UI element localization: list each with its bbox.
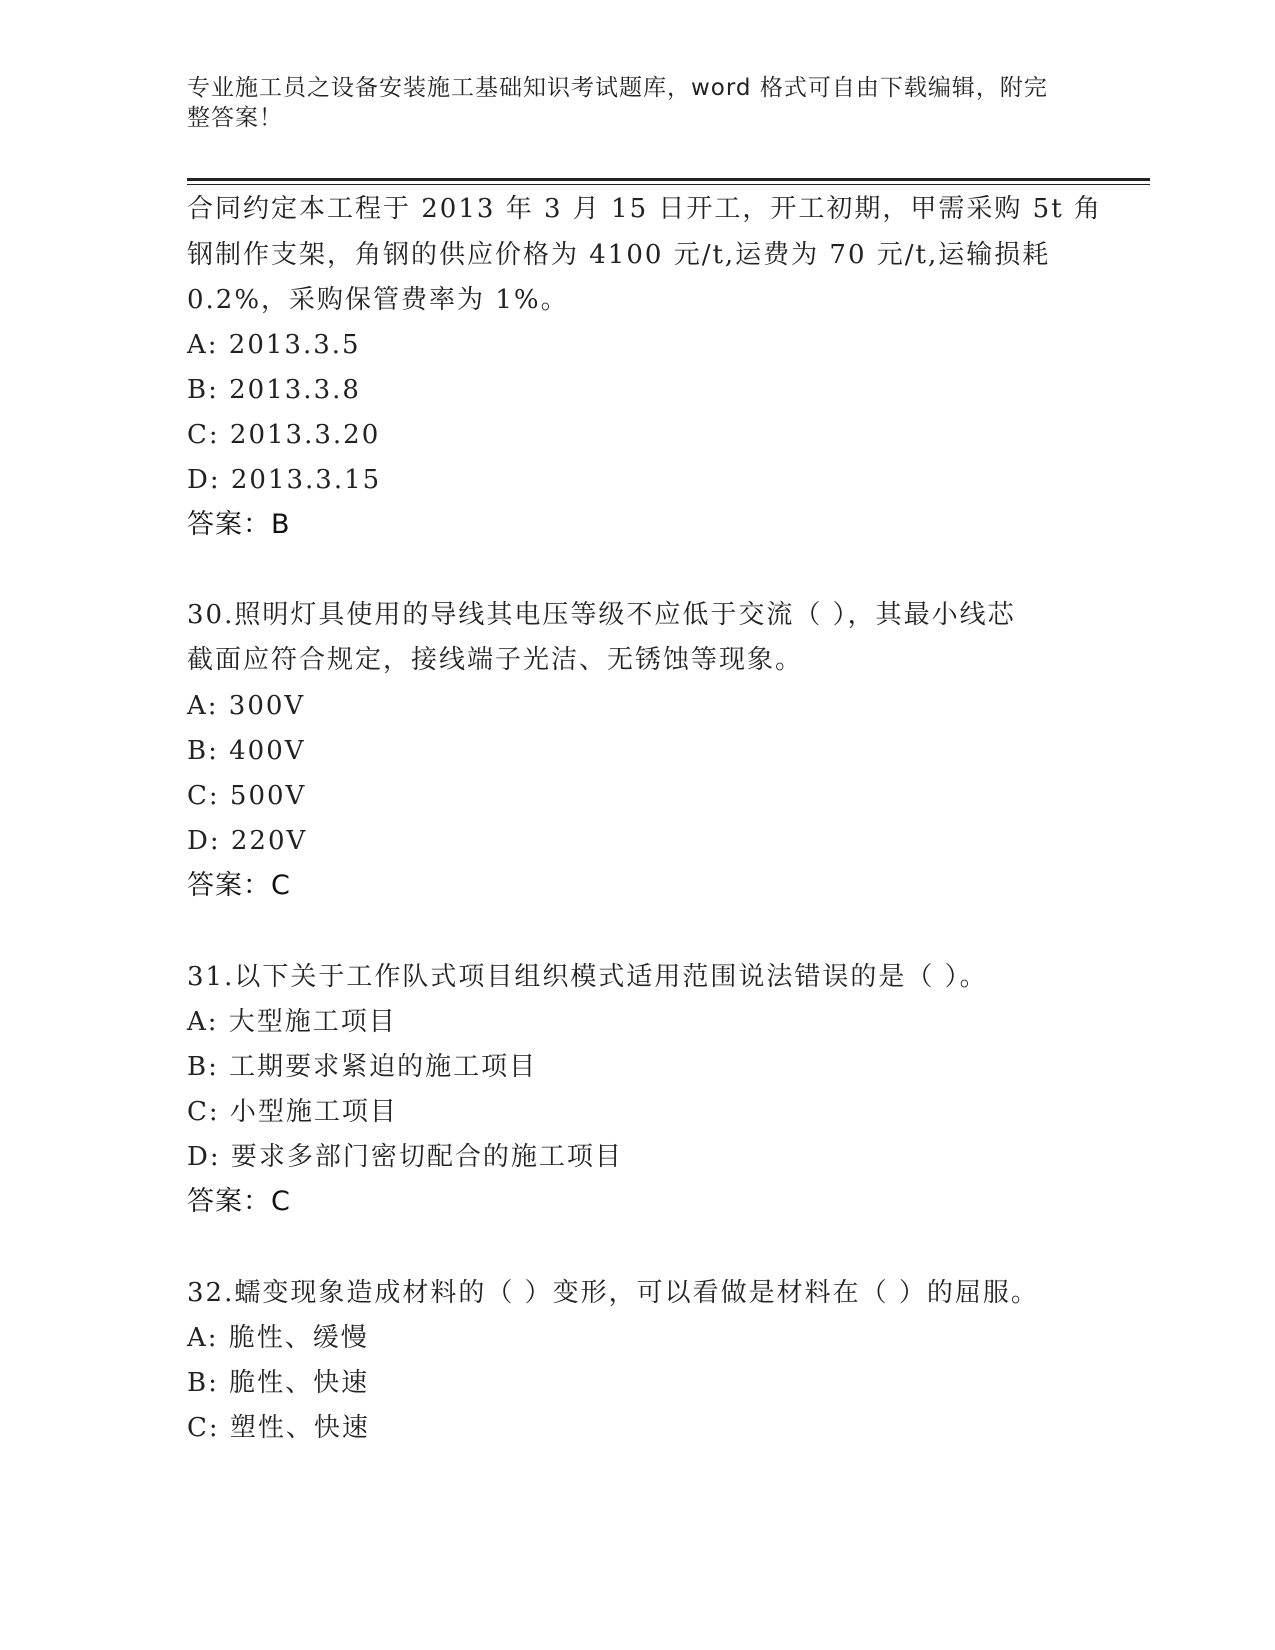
q30-option-b: B: 400V	[187, 736, 306, 766]
q30-stem-line-1: 30.照明灯具使用的导线其电压等级不应低于交流（ ），其最小线芯	[187, 600, 1016, 630]
header-rule-thick	[187, 178, 1150, 181]
q29-stem-line-1: 合同约定本工程于 2013 年 3 月 15 日开工，开工初期，甲需采购 5t 角	[187, 194, 1102, 224]
q31-option-d: D: 要求多部门密切配合的施工项目	[187, 1142, 623, 1172]
q31-option-c: C: 小型施工项目	[187, 1097, 398, 1127]
q29-option-d: D: 2013.3.15	[187, 465, 382, 495]
q29-option-c: C: 2013.3.20	[187, 420, 381, 450]
q32-option-c: C: 塑性、快速	[187, 1413, 370, 1443]
q30-stem-line-2: 截面应符合规定，接线端子光洁、无锈蚀等现象。	[187, 645, 804, 675]
q31-option-a: A: 大型施工项目	[187, 1007, 397, 1037]
q31-stem-line-1: 31.以下关于工作队式项目组织模式适用范围说法错误的是（ ）。	[187, 962, 988, 992]
q29-answer: 答案：B	[187, 509, 291, 540]
q32-option-b: B: 脆性、快速	[187, 1368, 370, 1398]
q30-option-c: C: 500V	[187, 781, 307, 811]
q29-stem-line-3: 0.2%，采购保管费率为 1%。	[187, 285, 569, 315]
header-line-1: 专业施工员之设备安装施工基础知识考试题库，word 格式可自由下载编辑，附完	[187, 75, 1048, 101]
header-line-2: 整答案！	[187, 105, 283, 131]
q30-answer: 答案：C	[187, 870, 291, 901]
document-header	[187, 73, 1067, 133]
q31-answer: 答案：C	[187, 1186, 291, 1217]
header-rule-thin	[187, 184, 1150, 185]
q32-stem-line-1: 32.蠕变现象造成材料的（ ）变形，可以看做是材料在（ ）的屈服。	[187, 1278, 1039, 1308]
q30-option-a: A: 300V	[187, 691, 306, 721]
q32-option-a: A: 脆性、缓慢	[187, 1323, 369, 1353]
q29-stem-line-2: 钢制作支架，角钢的供应价格为 4100 元/t,运费为 70 元/t,运输损耗	[187, 240, 1051, 270]
q29-option-b: B: 2013.3.8	[187, 375, 361, 405]
q31-option-b: B: 工期要求紧迫的施工项目	[187, 1052, 538, 1082]
q30-option-d: D: 220V	[187, 826, 308, 856]
q29-option-a: A: 2013.3.5	[187, 330, 361, 360]
